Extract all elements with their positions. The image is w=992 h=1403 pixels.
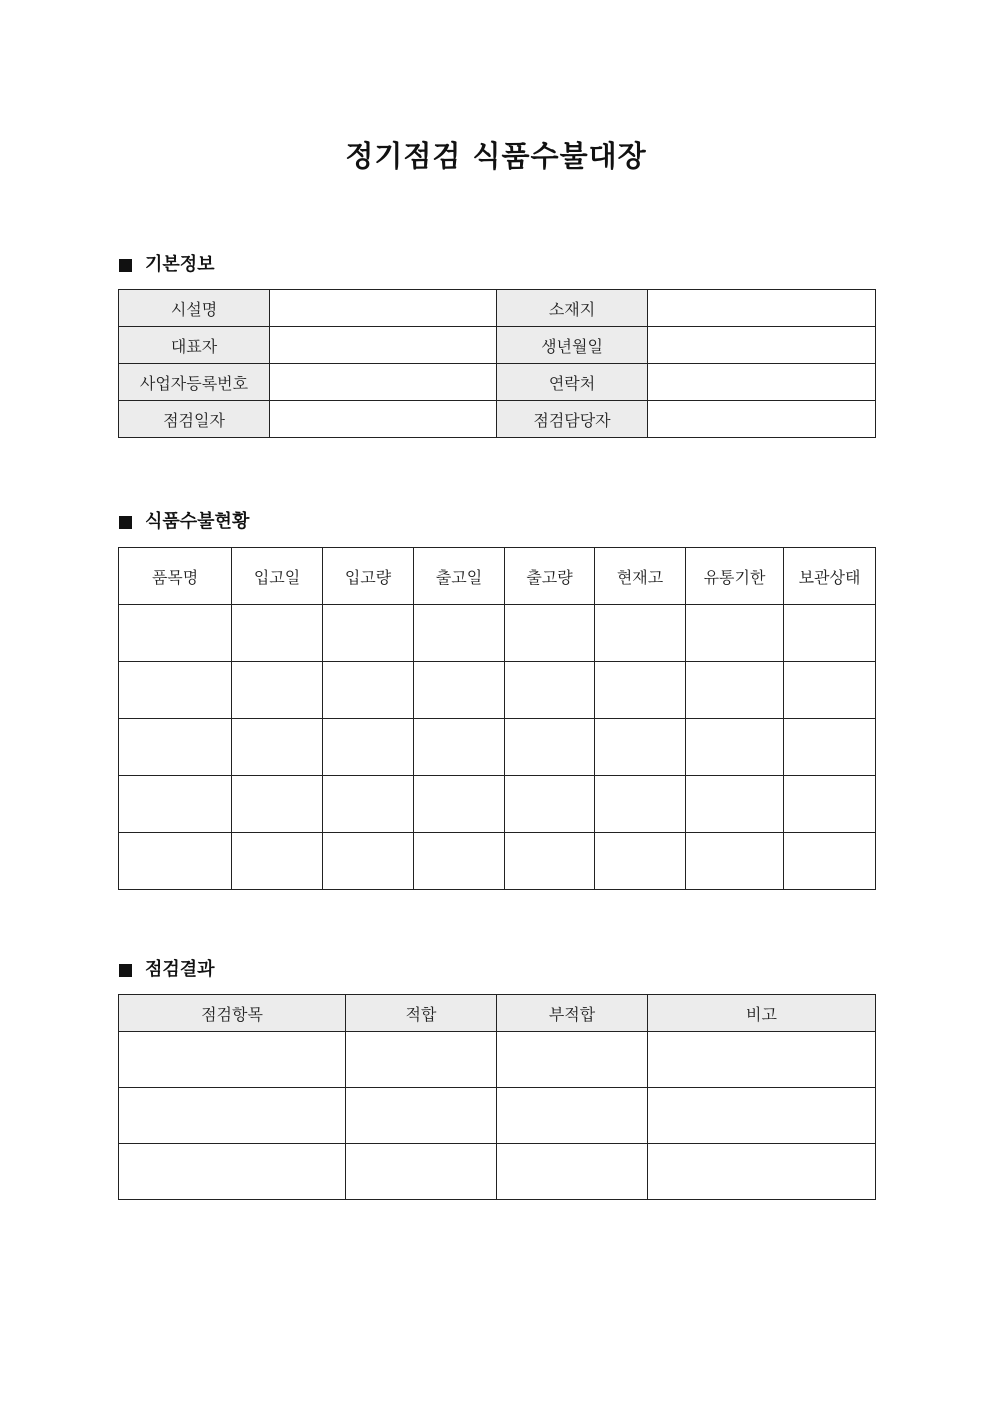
contact-field[interactable] <box>648 364 876 401</box>
field-label: 시설명 <box>119 290 270 327</box>
section-heading-label: 점검결과 <box>145 959 215 980</box>
table-header-row <box>119 548 876 605</box>
table-row <box>119 662 876 719</box>
facility-name-field[interactable] <box>270 290 497 327</box>
table-cell[interactable] <box>346 1032 497 1088</box>
table-header-row <box>119 995 876 1032</box>
table-row <box>119 1144 876 1200</box>
table-cell[interactable] <box>505 719 595 776</box>
field-label: 소재지 <box>497 290 648 327</box>
table-cell[interactable] <box>232 605 323 662</box>
table-cell[interactable] <box>414 776 505 833</box>
table-cell[interactable] <box>323 833 414 890</box>
stock-status-body <box>119 605 876 890</box>
table-row <box>119 364 876 401</box>
section-heading-basic-info <box>119 253 215 277</box>
section-heading-label: 기본정보 <box>145 254 215 275</box>
table-cell[interactable] <box>232 776 323 833</box>
table-cell[interactable] <box>505 833 595 890</box>
table-cell[interactable] <box>784 719 876 776</box>
table-cell[interactable] <box>119 662 232 719</box>
table-cell[interactable] <box>686 833 784 890</box>
field-label: 점검담당자 <box>497 401 648 438</box>
table-cell[interactable] <box>119 605 232 662</box>
table-row <box>119 290 876 327</box>
table-cell[interactable] <box>595 662 686 719</box>
table-cell[interactable] <box>648 1144 876 1200</box>
table-cell[interactable] <box>323 776 414 833</box>
table-cell[interactable] <box>232 833 323 890</box>
location-field[interactable] <box>648 290 876 327</box>
table-cell[interactable] <box>505 605 595 662</box>
table-row <box>119 605 876 662</box>
table-cell[interactable] <box>414 605 505 662</box>
section-heading-stock-status <box>119 510 249 534</box>
table-cell[interactable] <box>595 833 686 890</box>
stock-status-table <box>118 547 876 890</box>
table-cell[interactable] <box>232 719 323 776</box>
table-row <box>119 776 876 833</box>
inspection-date-field[interactable] <box>270 401 497 438</box>
table-cell[interactable] <box>323 719 414 776</box>
birthdate-field[interactable] <box>648 327 876 364</box>
column-header: 부적합 <box>497 995 648 1032</box>
table-cell[interactable] <box>686 662 784 719</box>
table-cell[interactable] <box>497 1088 648 1144</box>
table-cell[interactable] <box>505 662 595 719</box>
table-cell[interactable] <box>119 1144 346 1200</box>
column-header: 입고량 <box>323 548 414 605</box>
table-cell[interactable] <box>323 605 414 662</box>
table-cell[interactable] <box>414 662 505 719</box>
field-label: 사업자등록번호 <box>119 364 270 401</box>
column-header: 적합 <box>346 995 497 1032</box>
table-cell[interactable] <box>784 776 876 833</box>
square-bullet-icon <box>119 964 132 977</box>
table-cell[interactable] <box>784 833 876 890</box>
table-row <box>119 401 876 438</box>
table-cell[interactable] <box>119 719 232 776</box>
table-cell[interactable] <box>323 662 414 719</box>
inspection-result-table <box>118 994 876 1200</box>
table-cell[interactable] <box>595 719 686 776</box>
field-label: 생년월일 <box>497 327 648 364</box>
column-header: 출고일 <box>414 548 505 605</box>
square-bullet-icon <box>119 516 132 529</box>
table-cell[interactable] <box>119 1088 346 1144</box>
table-cell[interactable] <box>595 605 686 662</box>
square-bullet-icon <box>119 259 132 272</box>
field-label: 연락처 <box>497 364 648 401</box>
table-cell[interactable] <box>497 1144 648 1200</box>
column-header: 품목명 <box>119 548 232 605</box>
document-title: 정기점검 식품수불대장 <box>345 139 647 173</box>
table-cell[interactable] <box>505 776 595 833</box>
table-cell[interactable] <box>346 1088 497 1144</box>
table-cell[interactable] <box>414 719 505 776</box>
table-cell[interactable] <box>414 833 505 890</box>
table-cell[interactable] <box>595 776 686 833</box>
table-cell[interactable] <box>686 776 784 833</box>
table-row <box>119 719 876 776</box>
section-heading-label: 식품수불현황 <box>145 511 250 532</box>
representative-field[interactable] <box>270 327 497 364</box>
column-header: 유통기한 <box>686 548 784 605</box>
table-cell[interactable] <box>119 1032 346 1088</box>
column-header: 점검항목 <box>119 995 346 1032</box>
table-row <box>119 327 876 364</box>
table-cell[interactable] <box>648 1088 876 1144</box>
table-row <box>119 833 876 890</box>
column-header: 현재고 <box>595 548 686 605</box>
table-cell[interactable] <box>648 1032 876 1088</box>
column-header: 출고량 <box>505 548 595 605</box>
table-cell[interactable] <box>784 605 876 662</box>
table-cell[interactable] <box>686 605 784 662</box>
table-cell[interactable] <box>119 833 232 890</box>
table-cell[interactable] <box>497 1032 648 1088</box>
table-row <box>119 1088 876 1144</box>
section-heading-inspection-result <box>119 958 215 982</box>
inspection-result-body <box>119 1032 876 1200</box>
column-header: 비고 <box>648 995 876 1032</box>
column-header: 보관상태 <box>784 548 876 605</box>
column-header: 입고일 <box>232 548 323 605</box>
field-label: 점검일자 <box>119 401 270 438</box>
table-cell[interactable] <box>232 662 323 719</box>
field-label: 대표자 <box>119 327 270 364</box>
inspector-field[interactable] <box>648 401 876 438</box>
business-number-field[interactable] <box>270 364 497 401</box>
table-cell[interactable] <box>686 719 784 776</box>
table-cell[interactable] <box>119 776 232 833</box>
basic-info-table <box>118 289 876 438</box>
table-cell[interactable] <box>784 662 876 719</box>
table-row <box>119 1032 876 1088</box>
table-cell[interactable] <box>346 1144 497 1200</box>
